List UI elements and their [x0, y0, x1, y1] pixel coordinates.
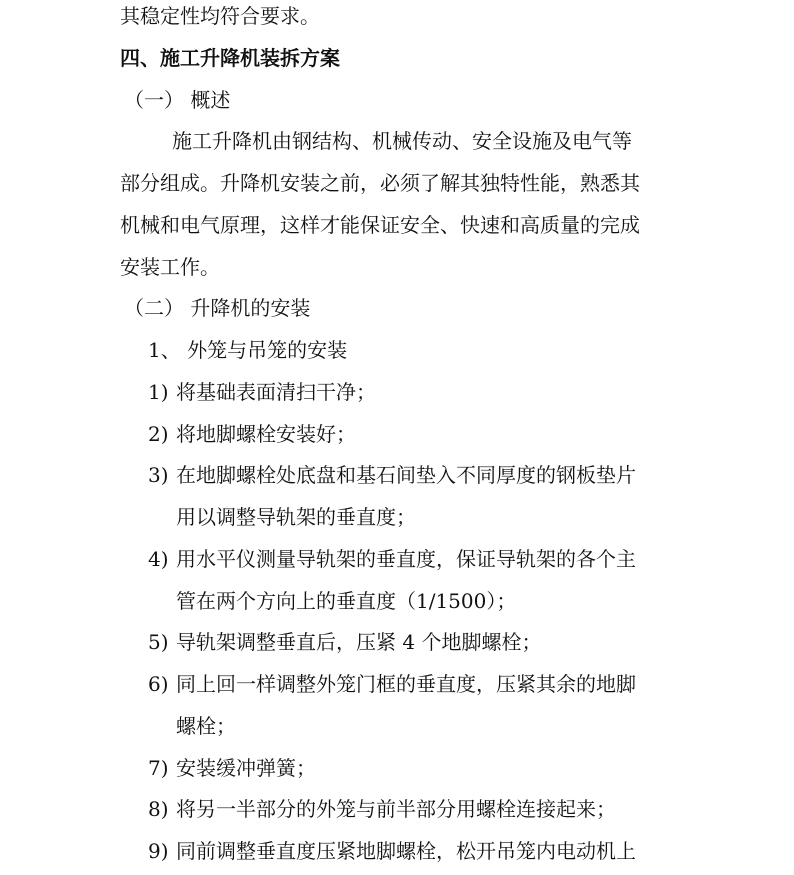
step-number: 4): [148, 547, 169, 571]
overview-line-4: 安装工作。: [120, 255, 220, 279]
step-8: [148, 795, 616, 823]
step-9: [148, 837, 636, 865]
item-1-heading: 1、 外笼与吊笼的安装: [148, 338, 348, 362]
overview-line-1: 施工升降机由钢结构、机械传动、安全设施及电气等: [172, 129, 632, 153]
step-number: 1): [148, 380, 169, 404]
step-text: 将基础表面清扫干净；: [176, 380, 376, 404]
step-1: [148, 378, 376, 406]
step-4-continuation: 管在两个方向上的垂直度（1/1500）；: [176, 589, 517, 613]
subsection-1-heading: （一） 概述: [124, 88, 231, 112]
step-6: [148, 670, 636, 698]
step-number: 7): [148, 756, 169, 780]
step-number: 6): [148, 672, 169, 696]
step-text: 安装缓冲弹簧；: [176, 756, 316, 780]
step-number: 2): [148, 422, 169, 446]
step-text: 将地脚螺栓安装好；: [176, 422, 356, 446]
step-5: [148, 628, 541, 656]
step-number: 5): [148, 630, 169, 654]
step-7: [148, 754, 316, 782]
step-number: 9): [148, 839, 169, 863]
step-number: 8): [148, 797, 169, 821]
step-6-continuation: 螺栓；: [176, 714, 236, 738]
step-3: [148, 461, 636, 489]
step-text: 用水平仪测量导轨架的垂直度，保证导轨架的各个主: [176, 547, 636, 571]
step-2: [148, 420, 356, 448]
step-3-continuation: 用以调整导轨架的垂直度；: [176, 505, 416, 529]
section-4-heading: 四、施工升降机装拆方案: [120, 46, 340, 70]
intro-tail-text: 其稳定性均符合要求。: [120, 4, 320, 28]
step-text: 同上回一样调整外笼门框的垂直度，压紧其余的地脚: [176, 672, 636, 696]
step-text: 导轨架调整垂直后，压紧 4 个地脚螺栓；: [176, 630, 542, 654]
overview-line-2: 部分组成。升降机安装之前，必须了解其独特性能，熟悉其: [120, 171, 640, 195]
step-4: [148, 545, 636, 573]
step-text: 同前调整垂直度压紧地脚螺栓，松开吊笼内电动机上: [176, 839, 636, 863]
step-text: 在地脚螺栓处底盘和基石间垫入不同厚度的钢板垫片: [176, 463, 636, 487]
subsection-2-heading: （二） 升降机的安装: [124, 296, 311, 320]
step-text: 将另一半部分的外笼与前半部分用螺栓连接起来；: [176, 797, 616, 821]
overview-line-3: 机械和电气原理，这样才能保证安全、快速和高质量的完成: [120, 213, 640, 237]
step-number: 3): [148, 463, 169, 487]
